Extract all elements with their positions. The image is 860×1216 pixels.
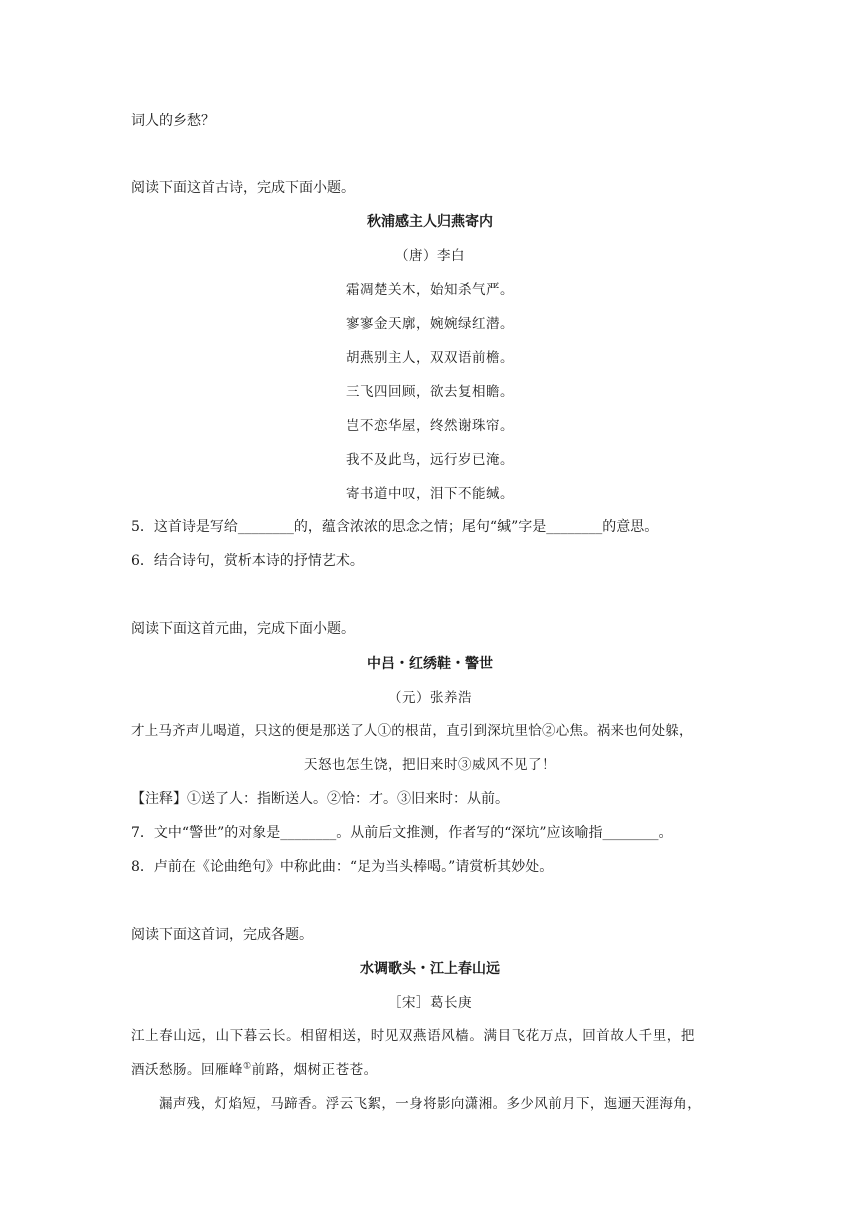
poem1-author: （唐）李白: [395, 248, 465, 264]
question-6: 6．结合诗句，赏析本诗的抒情艺术。: [131, 553, 364, 569]
section3-instruction: 阅读下面这首词，完成各题。: [131, 927, 313, 943]
section1-instruction: 阅读下面这首古诗，完成下面小题。: [131, 180, 355, 196]
poem1-line: 霜凋楚关木，始知杀气严。: [346, 282, 514, 298]
poem1-line: 寥寥金天廓，婉婉绿红潜。: [346, 316, 514, 332]
poem1-line: 胡燕别主人，双双语前檐。: [346, 350, 514, 366]
poem1-line: 岂不恋华屋，终然谢珠帘。: [346, 418, 514, 434]
poem1-line: 我不及此鸟，远行岁已淹。: [346, 452, 514, 468]
question-8: 8．卢前在《论曲绝句》中称此曲：“足为当头棒喝。”请赏析其妙处。: [131, 859, 554, 875]
footnote-marker: ①: [243, 1061, 252, 1072]
poem1-line: 寄书道中叹，泪下不能缄。: [346, 486, 514, 502]
ci-body-line: 漏声残，灯焰短，马蹄香。浮云飞絮，一身将影向潇湘。多少风前月下，迤逦天涯海角，: [159, 1096, 702, 1112]
question-7: 7．文中“警世”的对象是________。从前后文推测，作者写的“深坑”应该喻指________。: [131, 825, 673, 841]
qu-author: （元）张养浩: [388, 690, 472, 706]
ci-title: 水调歌头・江上春山远: [360, 961, 500, 977]
section2-instruction: 阅读下面这首元曲，完成下面小题。: [131, 621, 355, 637]
ci-body-text: 前路，烟树正苍苍。: [251, 1062, 378, 1078]
ci-body-text: 酒沃愁肠。回雁峰: [131, 1062, 243, 1078]
poem1-title: 秋浦感主人归燕寄内: [367, 214, 493, 230]
poem1-line: 三飞四回顾，欲去复相瞻。: [346, 384, 514, 400]
qu-body-line: 才上马齐声儿喝道，只这的便是那送了人①的根苗，直引到深坑里恰②心焦。祸来也何处躲，: [131, 723, 693, 739]
qu-body-line: 天怒也怎生饶，把旧来时③威风不见了！: [304, 757, 556, 773]
ci-body-line: [131, 1060, 378, 1080]
qu-annotation: 【注释】①送了人：指断送人。②恰：才。③旧来时：从前。: [131, 791, 509, 807]
question-5: 5．这首诗是写给________的，蕴含浓浓的思念之情；尾句“缄”字是________的意思。: [131, 519, 659, 535]
qu-title: 中吕・红绣鞋・警世: [367, 656, 493, 672]
ci-body-line: 江上春山远，山下暮云长。相留相送，时见双燕语风樯。满目飞花万点，回首故人千里，把: [131, 1028, 695, 1044]
intro-fragment: 词人的乡愁？: [131, 113, 215, 129]
ci-author: ［宋］葛长庚: [388, 995, 472, 1011]
